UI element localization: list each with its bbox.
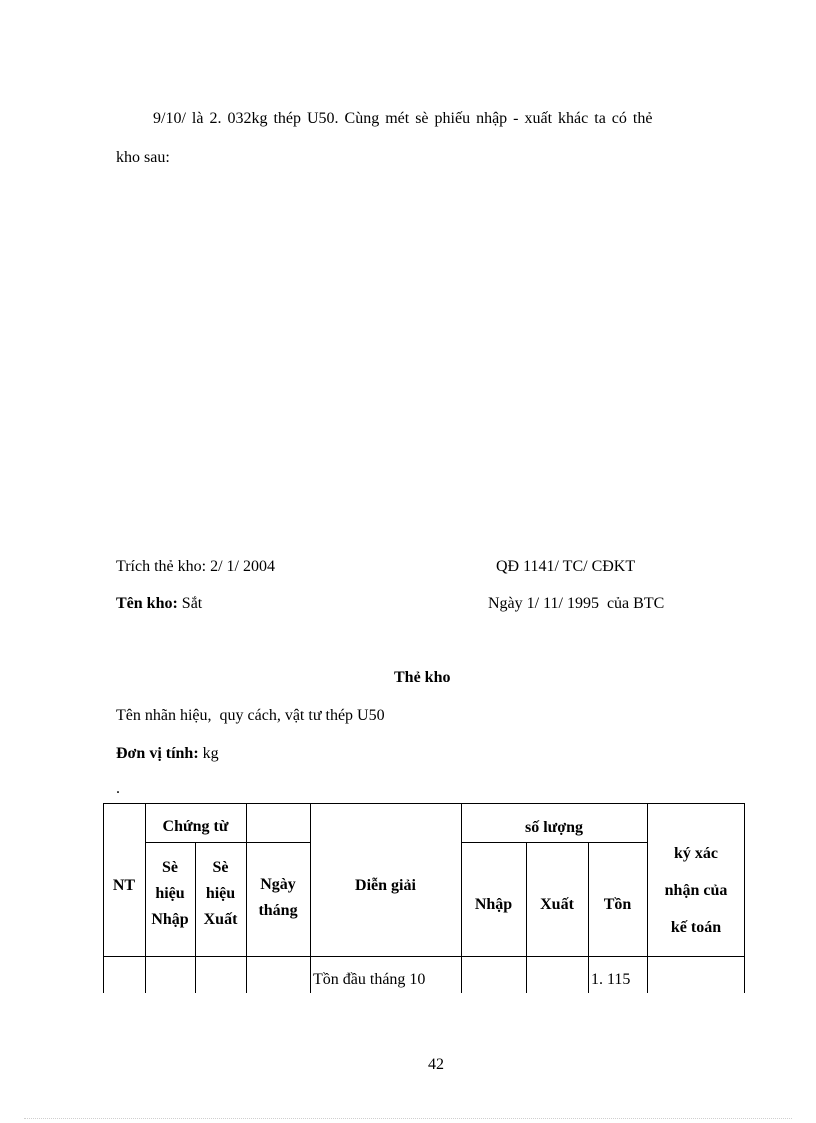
row-dien-giai: Tồn đầu tháng 10 [313, 971, 426, 988]
header-nhap: Nhập [474, 896, 513, 913]
header-ngay-thang: Ngày tháng [258, 876, 298, 919]
header-so-hieu-nhap: Sè hiệu Nhập [151, 859, 189, 928]
warehouse-name [116, 595, 202, 613]
page-number: 42 [428, 1056, 444, 1073]
item-description: Tên nhãn hiệu, quy cách, vật tư thép U50 [116, 707, 385, 724]
unit-label: Đơn vị tính: [116, 745, 199, 762]
decision-reference: QĐ 1141/ TC/ CĐKT [496, 558, 636, 575]
warehouse-value: Sắt [177, 595, 203, 612]
header-nt: NT [112, 877, 136, 894]
intro-paragraph-line-2: kho sau: [116, 149, 170, 166]
stock-card-table [103, 803, 745, 993]
header-ky-xac-nhan: ký xác nhận của kế toán [664, 845, 728, 936]
header-chung-tu: Chứng từ [162, 818, 229, 835]
header-xuat: Xuất [540, 896, 574, 913]
extract-reference: Trích thẻ kho: 2/ 1/ 2004 [116, 558, 275, 575]
intro-paragraph-line-1: 9/10/ là 2. 032kg thép U50. Cùng mét sè phiếu nhập - xuất khác ta có thẻ [153, 110, 653, 127]
header-ton: Tồn [603, 896, 632, 913]
row-ton: 1. 115 [591, 971, 631, 988]
header-dien-giai: Diễn giải [355, 877, 416, 894]
header-so-hieu-xuat: Sè hiệu Xuất [203, 859, 238, 928]
decision-date: Ngày 1/ 11/ 1995 của BTC [488, 595, 665, 612]
document-title: Thẻ kho [394, 669, 451, 686]
stray-dot: . [116, 780, 120, 797]
unit-line [116, 745, 219, 763]
warehouse-label: Tên kho: [116, 595, 178, 612]
header-so-luong: số lượng [524, 819, 584, 836]
page-footer-divider [24, 1118, 792, 1119]
unit-value: kg [198, 745, 219, 762]
